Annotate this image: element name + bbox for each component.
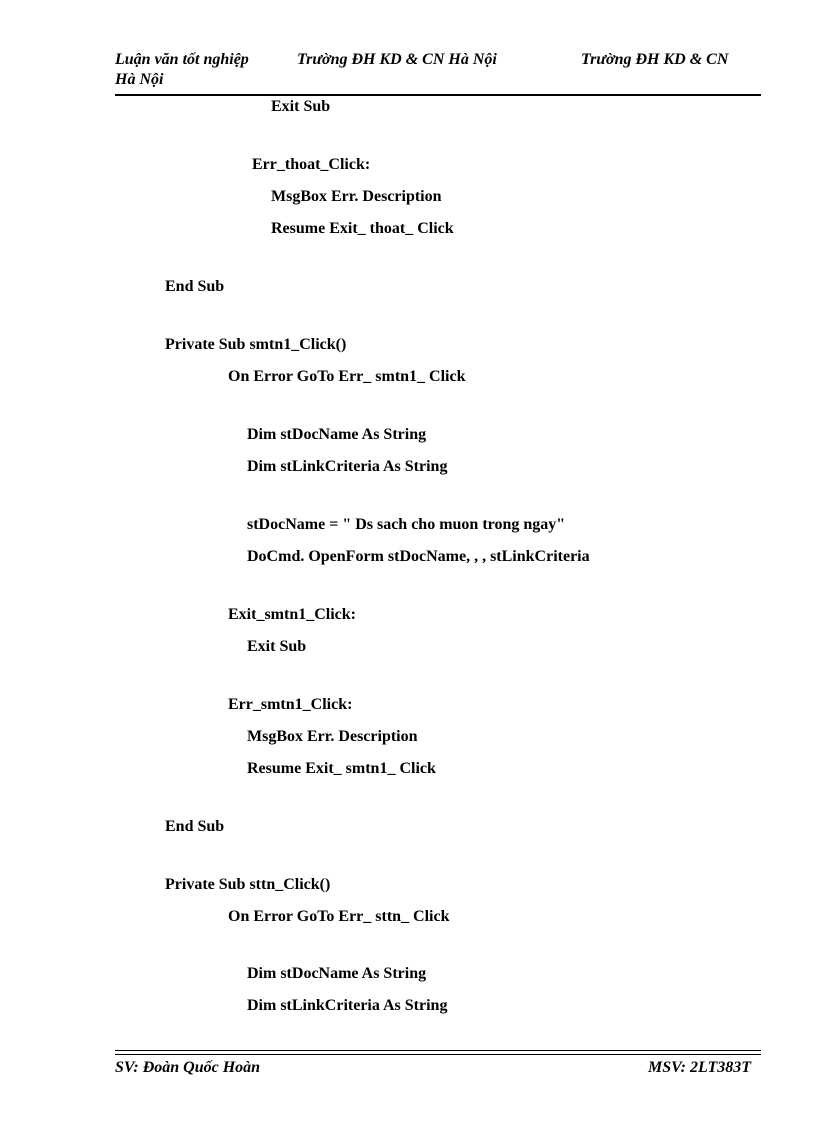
code-line: Exit_smtn1_Click:	[228, 606, 356, 623]
code-line: On Error GoTo Err_ smtn1_ Click	[228, 368, 466, 385]
code-line: Exit Sub	[247, 638, 307, 655]
footer-divider-top	[115, 1050, 761, 1051]
code-line: Resume Exit_ thoat_ Click	[271, 220, 454, 237]
header-university-name: Trường ĐH KD & CN Hà Nội	[297, 51, 497, 68]
code-line: Err_thoat_Click:	[252, 156, 371, 173]
code-line: Dim stDocName As String	[247, 965, 427, 982]
code-line: End Sub	[165, 818, 225, 835]
code-line: DoCmd. OpenForm stDocName, , , stLinkCriteria	[247, 548, 590, 565]
code-line: stDocName = " Ds sach cho muon trong ngay"	[247, 516, 566, 533]
footer-divider-bottom	[115, 1054, 761, 1055]
code-line: Exit Sub	[271, 98, 331, 115]
header-thesis-label: Luận văn tốt nghiệp	[115, 51, 249, 68]
code-line: On Error GoTo Err_ sttn_ Click	[228, 908, 450, 925]
code-line: Dim stDocName As String	[247, 426, 427, 443]
footer-student-name: SV: Đoàn Quốc Hoàn	[115, 1059, 261, 1076]
code-line: Err_smtn1_Click:	[228, 696, 353, 713]
code-line: MsgBox Err. Description	[271, 188, 442, 205]
code-line: Private Sub smtn1_Click()	[165, 336, 347, 353]
code-line: Dim stLinkCriteria As String	[247, 458, 448, 475]
code-line: Dim stLinkCriteria As String	[247, 997, 448, 1014]
code-line: Private Sub sttn_Click()	[165, 876, 331, 893]
header-university-name-repeat: Trường ĐH KD & CN	[581, 51, 729, 68]
code-line: End Sub	[165, 278, 225, 295]
code-line: MsgBox Err. Description	[247, 728, 418, 745]
header-city: Hà Nội	[115, 71, 164, 88]
footer-student-id: MSV: 2LT383T	[648, 1059, 751, 1076]
code-line: Resume Exit_ smtn1_ Click	[247, 760, 436, 777]
